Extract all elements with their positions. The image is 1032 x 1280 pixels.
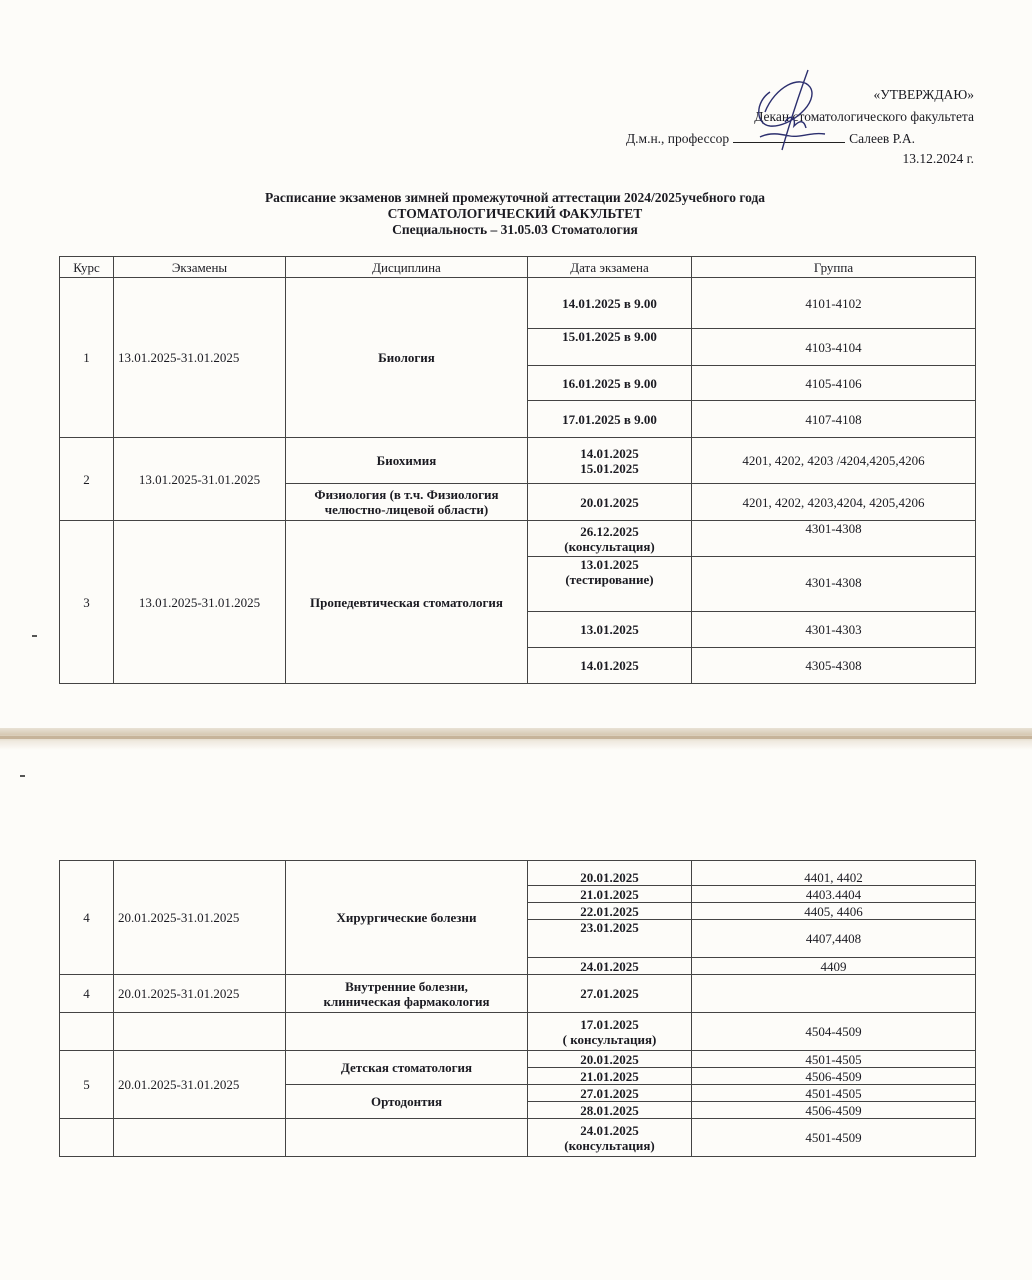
date-cell: 21.01.2025 [528, 886, 692, 903]
date-cell: 15.01.2025 в 9.00 [528, 329, 692, 366]
date-cell: 22.01.2025 [528, 903, 692, 920]
discipline-line: клиническая фармакология [323, 993, 490, 1009]
heading-line-3: Специальность – 31.05.03 Стоматология [392, 222, 638, 237]
group-cell: 4409 [692, 958, 976, 975]
schedule-table-top [59, 256, 976, 684]
header-exams: Экзамены [114, 257, 286, 278]
discipline-cell: Хирургические болезни [286, 861, 528, 975]
table-row [60, 1013, 976, 1051]
group-cell: 4105-4106 [692, 366, 976, 401]
date-cell: 14.01.2025 в 9.00 [528, 278, 692, 329]
group-cell: 4301-4308 [692, 557, 976, 612]
page-break [0, 728, 1032, 750]
date-line: (консультация) [564, 1137, 655, 1153]
table-row [60, 521, 976, 557]
table-header-row [60, 257, 976, 278]
discipline-cell [286, 1119, 528, 1157]
date-cell [528, 521, 692, 557]
date-line: 24.01.2025 [580, 1122, 639, 1138]
date-cell: 23.01.2025 [528, 920, 692, 958]
date-cell: 13.01.2025 [528, 612, 692, 648]
date-line: (консультация) [564, 538, 655, 554]
group-cell: 4305-4308 [692, 648, 976, 684]
date-line: 17.01.2025 [580, 1016, 639, 1032]
date-cell: 24.01.2025 [528, 958, 692, 975]
course-cell: 3 [60, 521, 114, 684]
date-cell: 16.01.2025 в 9.00 [528, 366, 692, 401]
date-cell: 27.01.2025 [528, 975, 692, 1013]
discipline-cell [286, 1013, 528, 1051]
heading-line-1: Расписание экзаменов зимней промежуточной аттестации 2024/2025учебного года [264, 190, 766, 205]
discipline-cell: Биохимия [286, 438, 528, 484]
group-cell: 4501-4505 [692, 1085, 976, 1102]
group-cell: 4103-4104 [692, 329, 976, 366]
discipline-cell [286, 484, 528, 521]
group-cell: 4201, 4202, 4203,4204, 4205,4206 [692, 484, 976, 521]
approval-position: Декан стоматологического факультета [754, 109, 974, 124]
date-cell: 14.01.2025 [528, 648, 692, 684]
group-cell: 4101-4102 [692, 278, 976, 329]
document-heading [60, 190, 970, 238]
header-group: Группа [692, 257, 976, 278]
discipline-line: Физиология (в т.ч. Физиология [314, 487, 499, 502]
course-cell: 2 [60, 438, 114, 521]
course-cell: 5 [60, 1051, 114, 1119]
discipline-cell: Детская стоматология [286, 1051, 528, 1085]
date-cell: 21.01.2025 [528, 1068, 692, 1085]
course-cell: 4 [60, 861, 114, 975]
date-cell [528, 438, 692, 484]
period-cell [114, 1013, 286, 1051]
discipline-cell: Ортодонтия [286, 1085, 528, 1119]
discipline-cell [286, 975, 528, 1013]
period-cell: 13.01.2025-31.01.2025 [114, 278, 286, 438]
group-cell: 4405, 4406 [692, 903, 976, 920]
approval-date: 13.12.2024 г. [902, 151, 974, 166]
table-row [60, 1051, 976, 1068]
table-row [60, 975, 976, 1013]
date-line: 14.01.2025 [580, 445, 639, 461]
group-cell: 4301-4308 [692, 521, 976, 557]
discipline-line: Внутренние болезни, [345, 978, 468, 994]
signature-icon [730, 62, 850, 157]
approval-degree: Д.м.н., профессор [625, 131, 730, 146]
date-line: 13.01.2025 [580, 557, 639, 572]
group-cell: 4401, 4402 [692, 861, 976, 886]
date-cell: 20.01.2025 [528, 1051, 692, 1068]
table-row [60, 861, 976, 886]
date-cell: 28.01.2025 [528, 1102, 692, 1119]
period-cell: 13.01.2025-31.01.2025 [114, 438, 286, 521]
date-cell: 17.01.2025 в 9.00 [528, 401, 692, 438]
group-cell: 4504-4509 [692, 1013, 976, 1051]
group-cell: 4506-4509 [692, 1068, 976, 1085]
course-cell: 4 [60, 975, 114, 1013]
period-cell: 20.01.2025-31.01.2025 [114, 1051, 286, 1119]
discipline-cell: Пропедевтическая стоматология [286, 521, 528, 684]
period-cell: 20.01.2025-31.01.2025 [114, 861, 286, 975]
date-cell [528, 1013, 692, 1051]
date-line: ( консультация) [562, 1031, 657, 1047]
date-cell: 20.01.2025 [528, 861, 692, 886]
table-row [60, 278, 976, 329]
heading-line-2: СТОМАТОЛОГИЧЕСКИЙ ФАКУЛЬТЕТ [387, 206, 643, 221]
course-cell [60, 1013, 114, 1051]
course-cell [60, 1119, 114, 1157]
discipline-line: челюстно-лицевой области) [324, 502, 489, 517]
schedule-table-bottom [59, 860, 976, 1157]
discipline-cell: Биология [286, 278, 528, 438]
group-cell: 4501-4509 [692, 1119, 976, 1157]
approval-name: Салеев Р.А. [849, 131, 915, 146]
date-cell: 27.01.2025 [528, 1085, 692, 1102]
date-cell: 20.01.2025 [528, 484, 692, 521]
period-cell: 13.01.2025-31.01.2025 [114, 521, 286, 684]
period-cell: 20.01.2025-31.01.2025 [114, 975, 286, 1013]
date-cell [528, 557, 692, 612]
period-cell [114, 1119, 286, 1157]
date-line: (тестирование) [565, 572, 654, 587]
header-course: Курс [60, 257, 114, 278]
date-line: 15.01.2025 [580, 460, 639, 476]
approval-title: «УТВЕРЖДАЮ» [873, 87, 974, 102]
date-line: 26.12.2025 [580, 523, 639, 539]
table-row [60, 1119, 976, 1157]
scan-speck [20, 775, 25, 777]
group-cell: 4506-4509 [692, 1102, 976, 1119]
group-cell: 4107-4108 [692, 401, 976, 438]
group-cell: 4501-4505 [692, 1051, 976, 1068]
group-cell: 4201, 4202, 4203 /4204,4205,4206 [692, 438, 976, 484]
scan-speck [32, 635, 37, 637]
header-discipline: Дисциплина [286, 257, 528, 278]
date-cell [528, 1119, 692, 1157]
group-cell [692, 975, 976, 1013]
group-cell: 4403.4404 [692, 886, 976, 903]
table-row [60, 438, 976, 484]
header-exam-date: Дата экзамена [528, 257, 692, 278]
group-cell: 4301-4303 [692, 612, 976, 648]
group-cell: 4407,4408 [692, 920, 976, 958]
course-cell: 1 [60, 278, 114, 438]
